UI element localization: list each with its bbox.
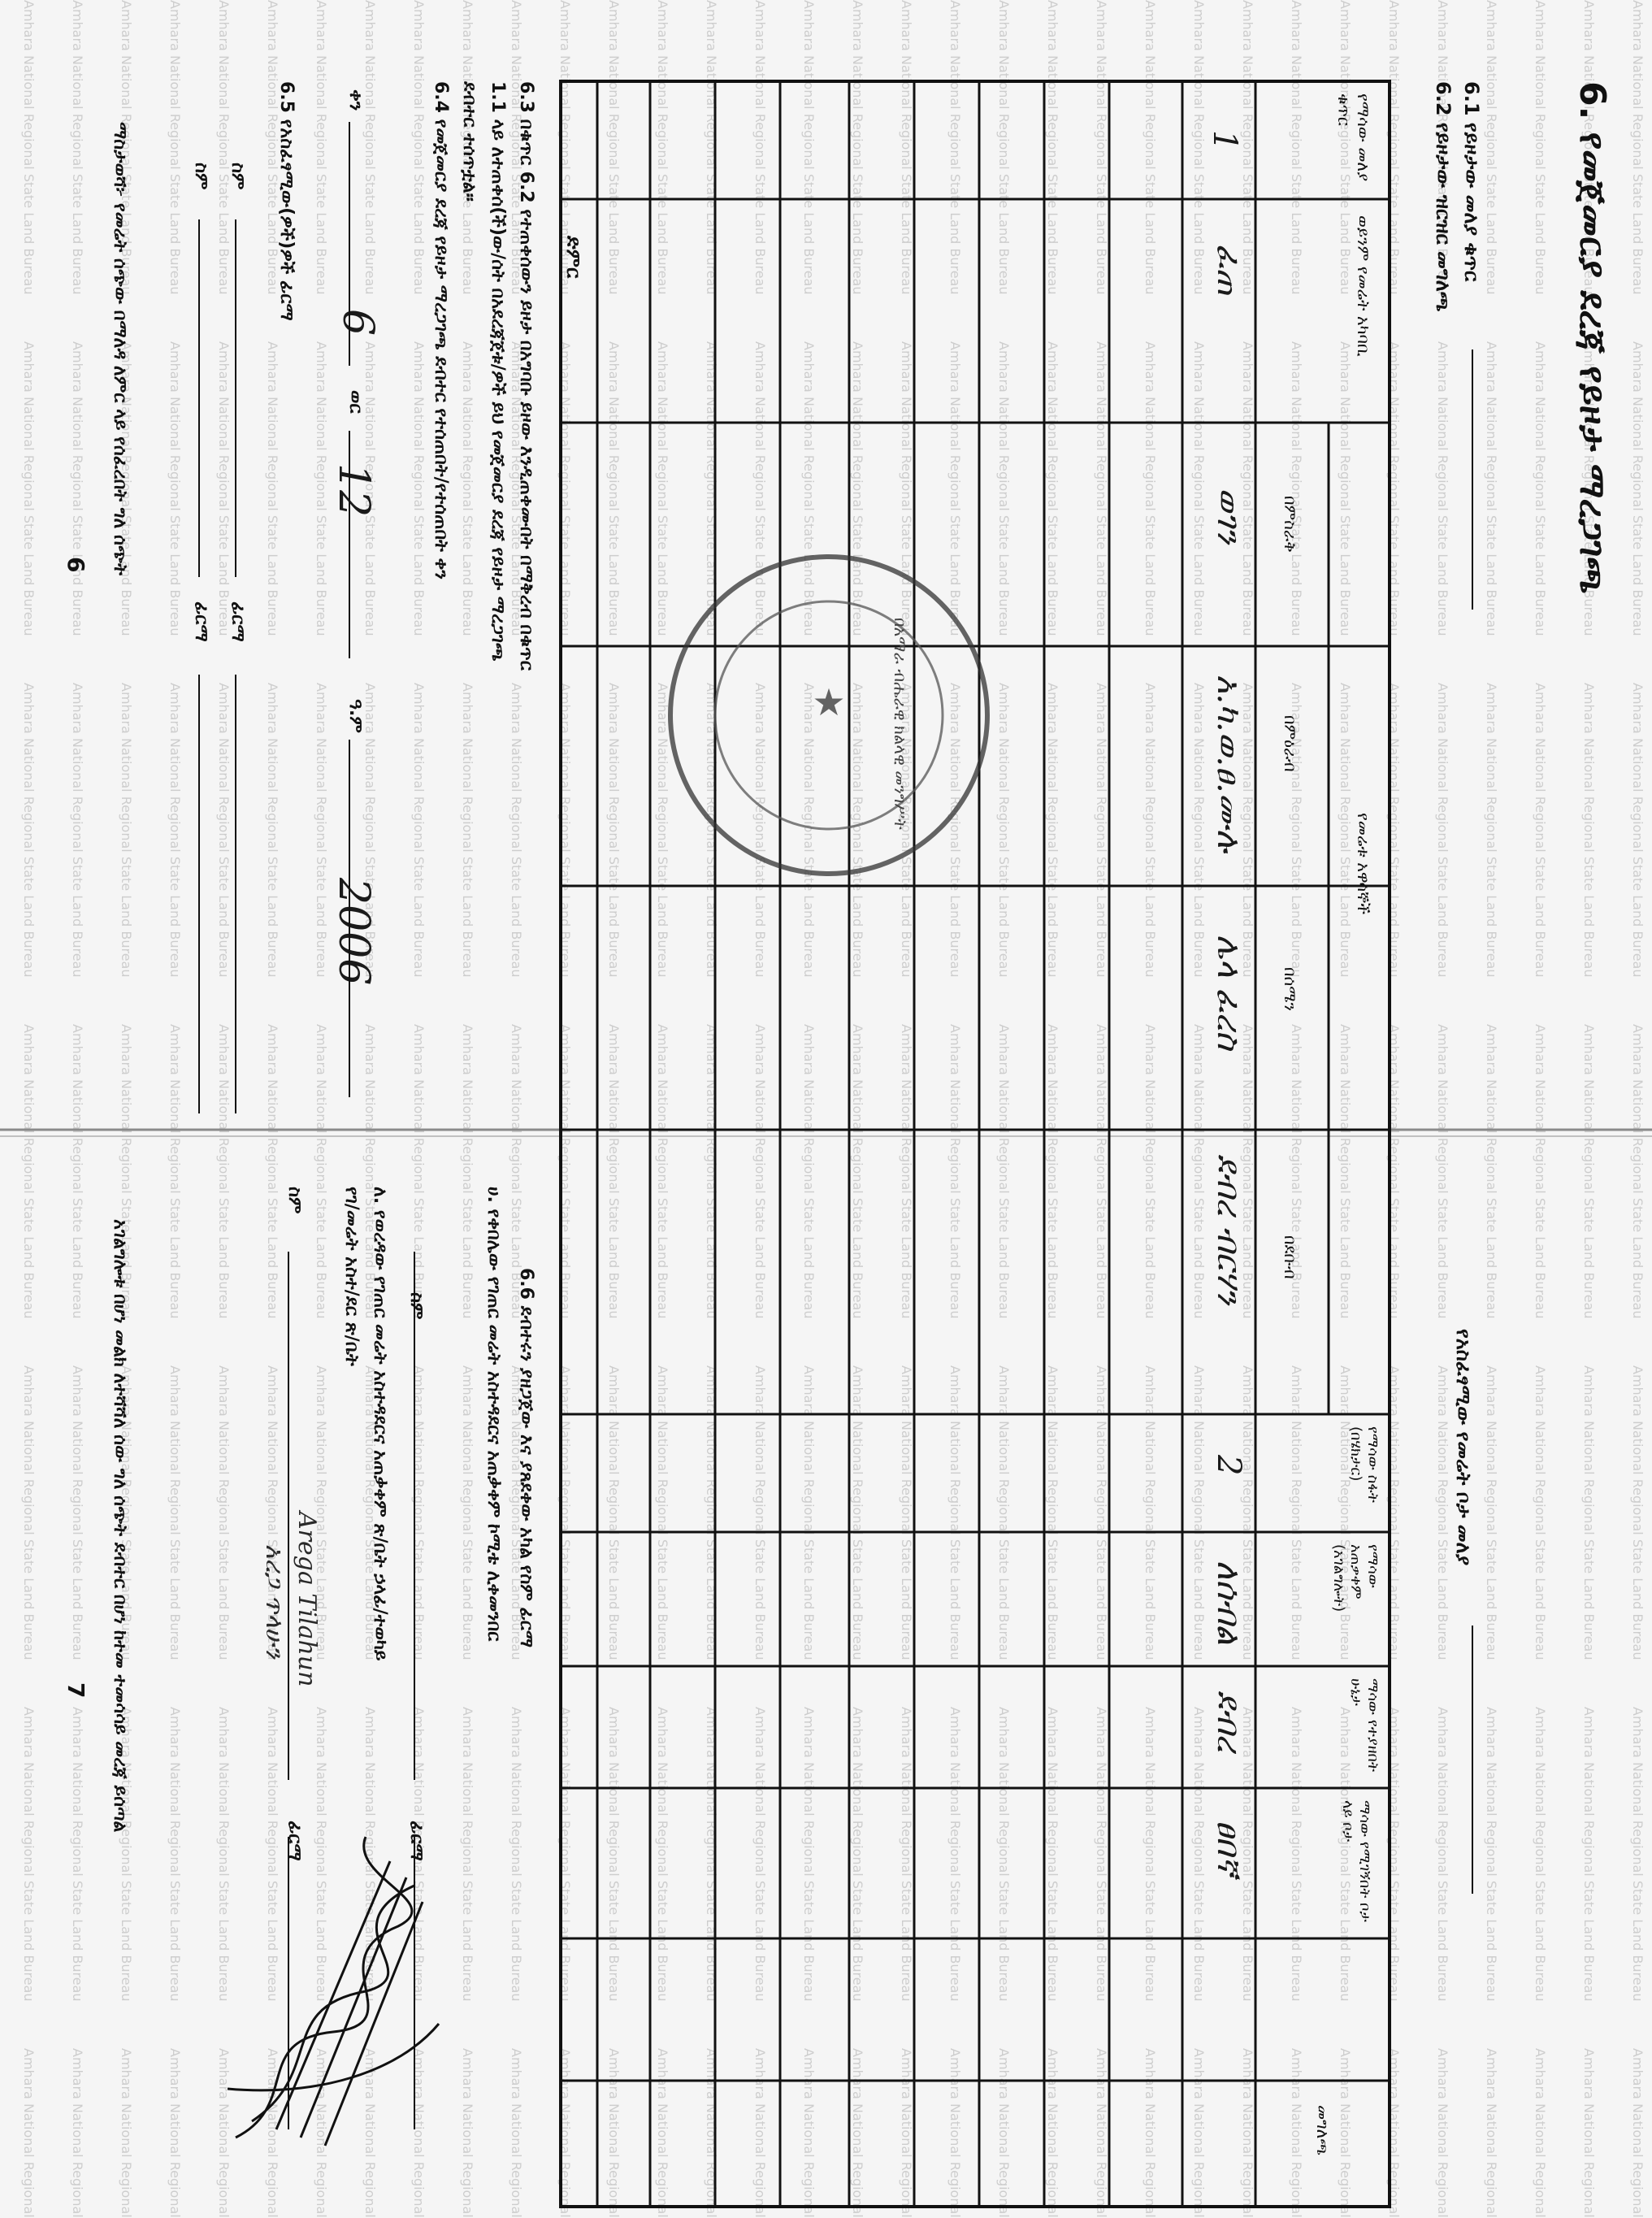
header-fertility: ማሳው የተያዘበት ሁኔታ [1347,1678,1381,1772]
note-6-3-line2: 1.1 ላይ ለተጠቀሰ(ች)ው/ሰት በአደረጃጀቱ/ዎች ይህ የመጀመርያ ደረጃ የይዞታ ማረጋገጫ [488,81,508,662]
field-6-1-label: 6.1 የይዞታው መለያ ቁጥር [1460,81,1483,282]
row1-south: ደብረ ብርሃን [1210,1154,1247,1304]
row1-local-name: ፈጠ [1210,244,1247,296]
signer-name-latin: Arega Tilahun [293,1512,321,1687]
row1-fertility: ደብረ [1210,1691,1247,1752]
note-6-6-b: ለ. የወረዳው የገጠር መሬት አስተዳደርና አጠቃቀም ጽ/ቤት ኃላፊ/ተወካይ [370,1187,390,1661]
signer-2-sign-label: ፊርማ [191,601,211,642]
header-east: በምስራቅ [1281,496,1300,553]
section-title: 6. የመጀመርያ ደረጃ የይዞታ ማረጋገጫ [1572,81,1613,594]
header-west: በምዕራብ [1281,715,1300,772]
date-day-label: ቀን [345,89,366,111]
date-year-value: 2006 [329,878,378,986]
stamp-caption: በአማራ ብሔራዊ ክልላዊ መንግሥት [891,618,910,830]
signer-name-amharic: አረጋ ጥላሁን [260,1544,288,1659]
row1-east: ወገን [1210,488,1247,544]
official-stamp [670,557,987,874]
header-ownership: ማሳው የሚገኝበት ቦታ ላይ ቦታ [1339,1800,1373,1922]
header-south: በደቡብ [1281,1235,1300,1279]
right-top-line [1455,1626,1487,1894]
row1-north: ሌላ ፈረስ [1210,935,1247,1050]
note-6-6-b-name-label: ስም [284,1187,305,1214]
header-borders-group: የመሬቱ አዋሳኞች [1354,813,1373,915]
note-6-6-a: ሀ. የቀበሌው የገጠር መሬት አስተዳደርና አጠቃቀም ኮሚቴ ሊቀመንበር [483,1187,504,1642]
row1-ownership: ፀበኛ [1210,1821,1247,1877]
header-land-use: የማሳው አጠቃቀም (አገልግሎት) [1330,1544,1381,1612]
footer-note-right: አገልግሎቱ በሆነ መልክ ለተሻሻለ ሰው ግለ ሰጭት ደብተር በሆነ ከተመ ተመሳሳይ መረጃ ይሰጣል [110,1219,130,1833]
note-6-6-b2: የገ/መሬት አስተ/ደር ጽ/ቤት [341,1187,362,1366]
page-number-right: 7 [63,1682,89,1699]
row1-land-use: ለሰብል [1210,1560,1247,1646]
row1-parcel-no: 1 [1206,130,1243,151]
field-6-2-label: 6.2 የይዞታው ዝርዝር መግለጫ [1432,81,1455,312]
header-parcel-no: የማሳው መለያ ቁጥር [1334,93,1373,182]
note-6-3-line3: ደብተር ተሰጥቷል። [459,81,479,202]
field-6-1-line [1455,349,1487,610]
date-lines [325,122,358,1097]
note-6-6: 6.6 ደብተሩን ያዘጋጀው እና ያጸደቀው አካል የስም ፊርማ [516,1268,536,1648]
signer-1-sign-label: ፊርማ [228,601,248,642]
svg-text:★: ★ [812,680,846,724]
header-north: በሰሜን [1281,967,1300,1011]
handwritten-signature [203,1829,447,2154]
date-year-label: ዓ.ም [345,699,366,733]
date-day-value: 6 [333,309,382,336]
signer-2-name-label: ስም [191,163,211,190]
header-local-name: ወይንም የመሬት አካባቢ [1354,215,1373,357]
page-number-left: 6 [63,557,89,573]
row1-west: አ.ካ.ወ.ፀ.ሙሉ [1210,675,1247,853]
note-6-3-line1: 6.3 በቁጥር 6.2 የተጠቀሰውን ይዞታ በአግባቡ ይዞው እንዲጠቀሙበት በማቅረብ በቁጥር [516,81,536,671]
date-month-label: ወር [345,390,366,414]
table-total-label: ድምር [562,236,585,279]
header-area: የማሳው ስፋት (በሄክታር) [1347,1426,1381,1503]
note-6-5: 6.5 የአስፈፃሚው(ዎች)ዎች ፊርማ [276,81,297,321]
header-remarks: መግለጫ [1313,2105,1333,2155]
note-6-6-b-sign-label: ፊርማ [284,1821,305,1861]
note-6-4: 6.4 የመጀመርያ ደረጃ የይዞታ ማረጋገጫ ደብተር የተሰጠበት/የተሰጠበት ቀን [431,81,451,579]
note-6-6-a-sign-label: ፊርማ [406,1821,427,1861]
footer-note: ማስታወሻ፦ የመሬት ሰጭው በማለዳ ለምር ላይ የሰፈረበት ግለ ሰጭት [110,122,130,575]
note-6-6-a-name-label: ስም [406,1292,427,1320]
row1-area: 2 [1210,1455,1247,1476]
signer-1-name-label: ስም [228,163,248,190]
date-month-value: 12 [329,463,378,518]
signature-lines-left [187,219,252,1113]
right-top-label: የአስፈፃሚው የመሬት ቦታ መለያ [1452,1329,1475,1566]
